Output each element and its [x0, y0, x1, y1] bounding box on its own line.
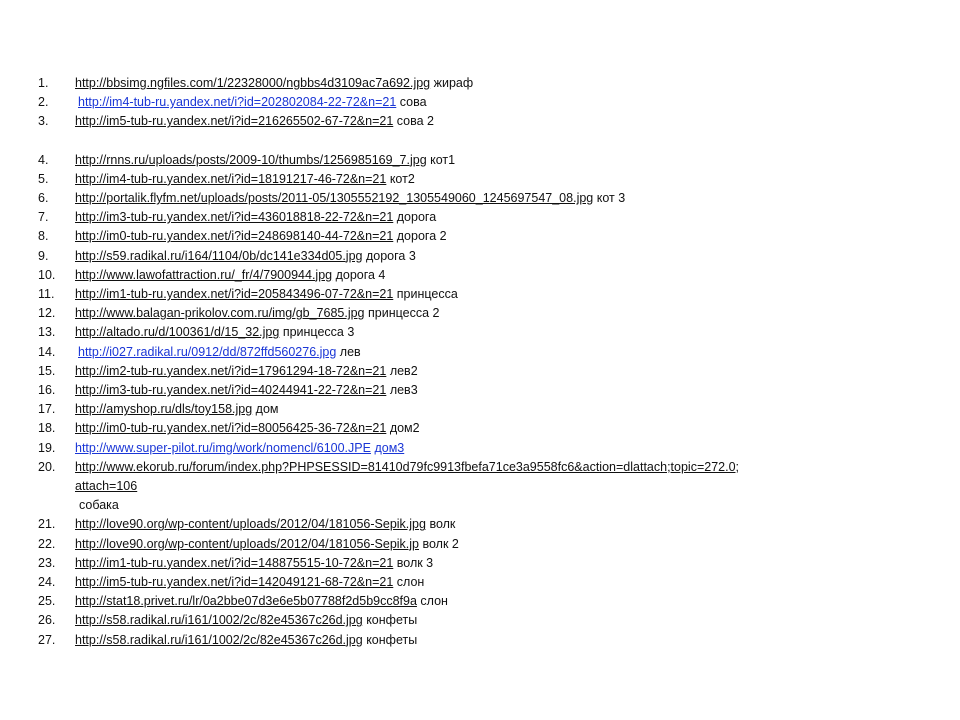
item-caption: волк 2 [422, 536, 459, 551]
image-link[interactable]: http://im4-tub-ru.yandex.net/i?id=202802084-22-72&n=21 [78, 95, 397, 110]
item-caption: дорога 3 [365, 248, 416, 263]
item-caption: сова 2 [396, 114, 434, 129]
item-caption: дорога 4 [335, 267, 386, 282]
item-number: 17. [38, 402, 56, 417]
item-caption: принцесса 2 [368, 306, 440, 321]
item-caption: слон [396, 575, 425, 590]
image-link[interactable]: http://love90.org/wp-content/uploads/2012/04/181056-Sepik.jp [75, 536, 419, 551]
item-number: 9. [38, 248, 49, 263]
item-number: 27. [38, 632, 56, 647]
item-caption: дорога 2 [396, 229, 447, 244]
item-caption: кот1 [430, 152, 456, 167]
item-number: 11. [38, 287, 55, 302]
item-number: 4. [38, 152, 49, 167]
item-caption: лев [339, 344, 361, 359]
list-item [0, 151, 960, 170]
item-caption: волк 3 [396, 555, 434, 570]
list-item [0, 381, 960, 400]
item-caption: волк [429, 517, 456, 532]
item-caption: лев2 [389, 363, 418, 378]
list-item [0, 247, 960, 266]
list-item [0, 93, 960, 112]
item-number: 8. [38, 229, 49, 244]
list-item [0, 515, 960, 534]
image-link[interactable]: http://s59.radikal.ru/i164/1104/0b/dc141e334d05.jpg [75, 248, 363, 263]
image-link[interactable]: http://love90.org/wp-content/uploads/2012/04/181056-Sepik.jpg [75, 517, 426, 532]
item-number: 19. [38, 440, 56, 455]
item-number: 1. [38, 76, 49, 90]
item-number: 3. [38, 114, 49, 129]
image-link[interactable]: http://amyshop.ru/dls/toy158.jpg [75, 402, 253, 417]
item-caption: конфеты [366, 632, 418, 647]
list-item [0, 227, 960, 246]
item-caption: конфеты [366, 613, 418, 628]
image-link[interactable]: http://im1-tub-ru.yandex.net/i?id=205843496-07-72&n=21 [75, 287, 394, 302]
list-item [0, 573, 960, 592]
item-number: 21. [38, 517, 56, 532]
image-link[interactable]: http://im3-tub-ru.yandex.net/i?id=40244941-22-72&n=21 [75, 383, 387, 398]
list-item [0, 189, 960, 208]
item-number: 2. [38, 95, 49, 110]
item-caption: собака [79, 498, 119, 513]
item-caption: принцесса [396, 287, 458, 302]
image-link-continuation[interactable]: attach=106 [75, 479, 138, 494]
image-link[interactable]: http://im0-tub-ru.yandex.net/i?id=80056425-36-72&n=21 [75, 421, 387, 436]
image-link[interactable]: http://altado.ru/d/100361/d/15_32.jpg [75, 325, 280, 340]
item-number: 12. [38, 306, 56, 321]
item-number: 7. [38, 210, 49, 225]
item-number: 20. [38, 459, 56, 474]
item-number: 26. [38, 613, 56, 628]
image-link[interactable]: http://i027.radikal.ru/0912/dd/872ffd560276.jpg [78, 344, 337, 359]
item-number: 25. [38, 594, 56, 609]
list-item [0, 362, 960, 381]
item-caption: лев3 [389, 383, 418, 398]
image-link[interactable]: http://www.ekorub.ru/forum/index.php?PHPSESSID=81410d79fc9913fbefa71ce3a9558fc6&action=dlattach;topic=272.0; [75, 459, 739, 474]
list-item [0, 112, 960, 131]
item-number: 6. [38, 191, 49, 206]
item-number: 22. [38, 536, 56, 551]
list-item [0, 208, 960, 227]
image-link[interactable]: http://portalik.flyfm.net/uploads/posts/2011-05/1305552192_1305549060_1245697547_08.jpg [75, 191, 594, 206]
item-number: 23. [38, 555, 56, 570]
image-link[interactable]: http://im3-tub-ru.yandex.net/i?id=436018818-22-72&n=21 [75, 210, 394, 225]
item-number: 16. [38, 383, 56, 398]
list-item [0, 343, 960, 362]
image-link[interactable]: http://s58.radikal.ru/i161/1002/2c/82e45367c26d.jpg [75, 632, 363, 647]
list-item [0, 170, 960, 189]
list-item [0, 304, 960, 323]
item-caption: дом [255, 402, 279, 417]
item-caption: сова [399, 95, 427, 110]
list-item [0, 74, 960, 93]
image-link[interactable]: http://im1-tub-ru.yandex.net/i?id=148875515-10-72&n=21 [75, 555, 394, 570]
item-number: 15. [38, 363, 56, 378]
image-link[interactable]: http://www.lawofattraction.ru/_fr/4/7900944.jpg [75, 267, 333, 282]
image-link[interactable]: http://rnns.ru/uploads/posts/2009-10/thumbs/1256985169_7.jpg [75, 152, 427, 167]
item-caption: кот 3 [596, 191, 626, 206]
image-link[interactable]: http://im4-tub-ru.yandex.net/i?id=18191217-46-72&n=21 [75, 171, 387, 186]
item-caption: дорога [396, 210, 437, 225]
image-link[interactable]: http://im5-tub-ru.yandex.net/i?id=142049121-68-72&n=21 [75, 575, 394, 590]
list-item [0, 323, 960, 342]
item-number: 24. [38, 575, 56, 590]
list-item [0, 554, 960, 573]
item-caption: кот2 [389, 171, 415, 186]
item-caption: слон [420, 594, 448, 609]
list-item [0, 458, 960, 516]
image-link[interactable]: http://stat18.privet.ru/lr/0a2bbe07d3e6e5b07788f2d5b9cc8f9a [75, 594, 417, 609]
item-caption: дом3 [374, 440, 405, 455]
image-link[interactable]: http://www.super-pilot.ru/img/work/nomencl/6100.JPE [75, 440, 371, 455]
list-item [0, 611, 960, 630]
list-item [0, 400, 960, 419]
item-number: 13. [38, 325, 56, 340]
item-caption: дом2 [389, 421, 420, 436]
item-number: 18. [38, 421, 56, 436]
image-link[interactable]: http://im2-tub-ru.yandex.net/i?id=17961294-18-72&n=21 [75, 363, 387, 378]
item-caption: принцесса 3 [282, 325, 355, 340]
image-link[interactable]: http://im5-tub-ru.yandex.net/i?id=216265502-67-72&n=21 [75, 114, 394, 129]
list-item [0, 535, 960, 554]
list-item [0, 631, 960, 650]
image-link[interactable]: http://www.balagan-prikolov.com.ru/img/gb_7685.jpg [75, 306, 365, 321]
item-number: 10. [38, 267, 56, 282]
image-link[interactable]: http://s58.radikal.ru/i161/1002/2c/82e45367c26d.jpg [75, 613, 363, 628]
item-caption: жираф [433, 76, 474, 90]
image-link[interactable]: http://im0-tub-ru.yandex.net/i?id=248698140-44-72&n=21 [75, 229, 394, 244]
list-item [0, 266, 960, 285]
item-number: 5. [38, 171, 49, 186]
image-source-list [0, 74, 960, 650]
list-item [0, 285, 960, 304]
image-link[interactable]: http://bbsimg.ngfiles.com/1/22328000/ngbbs4d3109ac7a692.jpg [75, 76, 431, 90]
list-item [0, 419, 960, 438]
list-item [0, 592, 960, 611]
item-number: 14. [38, 344, 56, 359]
list-item [0, 439, 960, 458]
